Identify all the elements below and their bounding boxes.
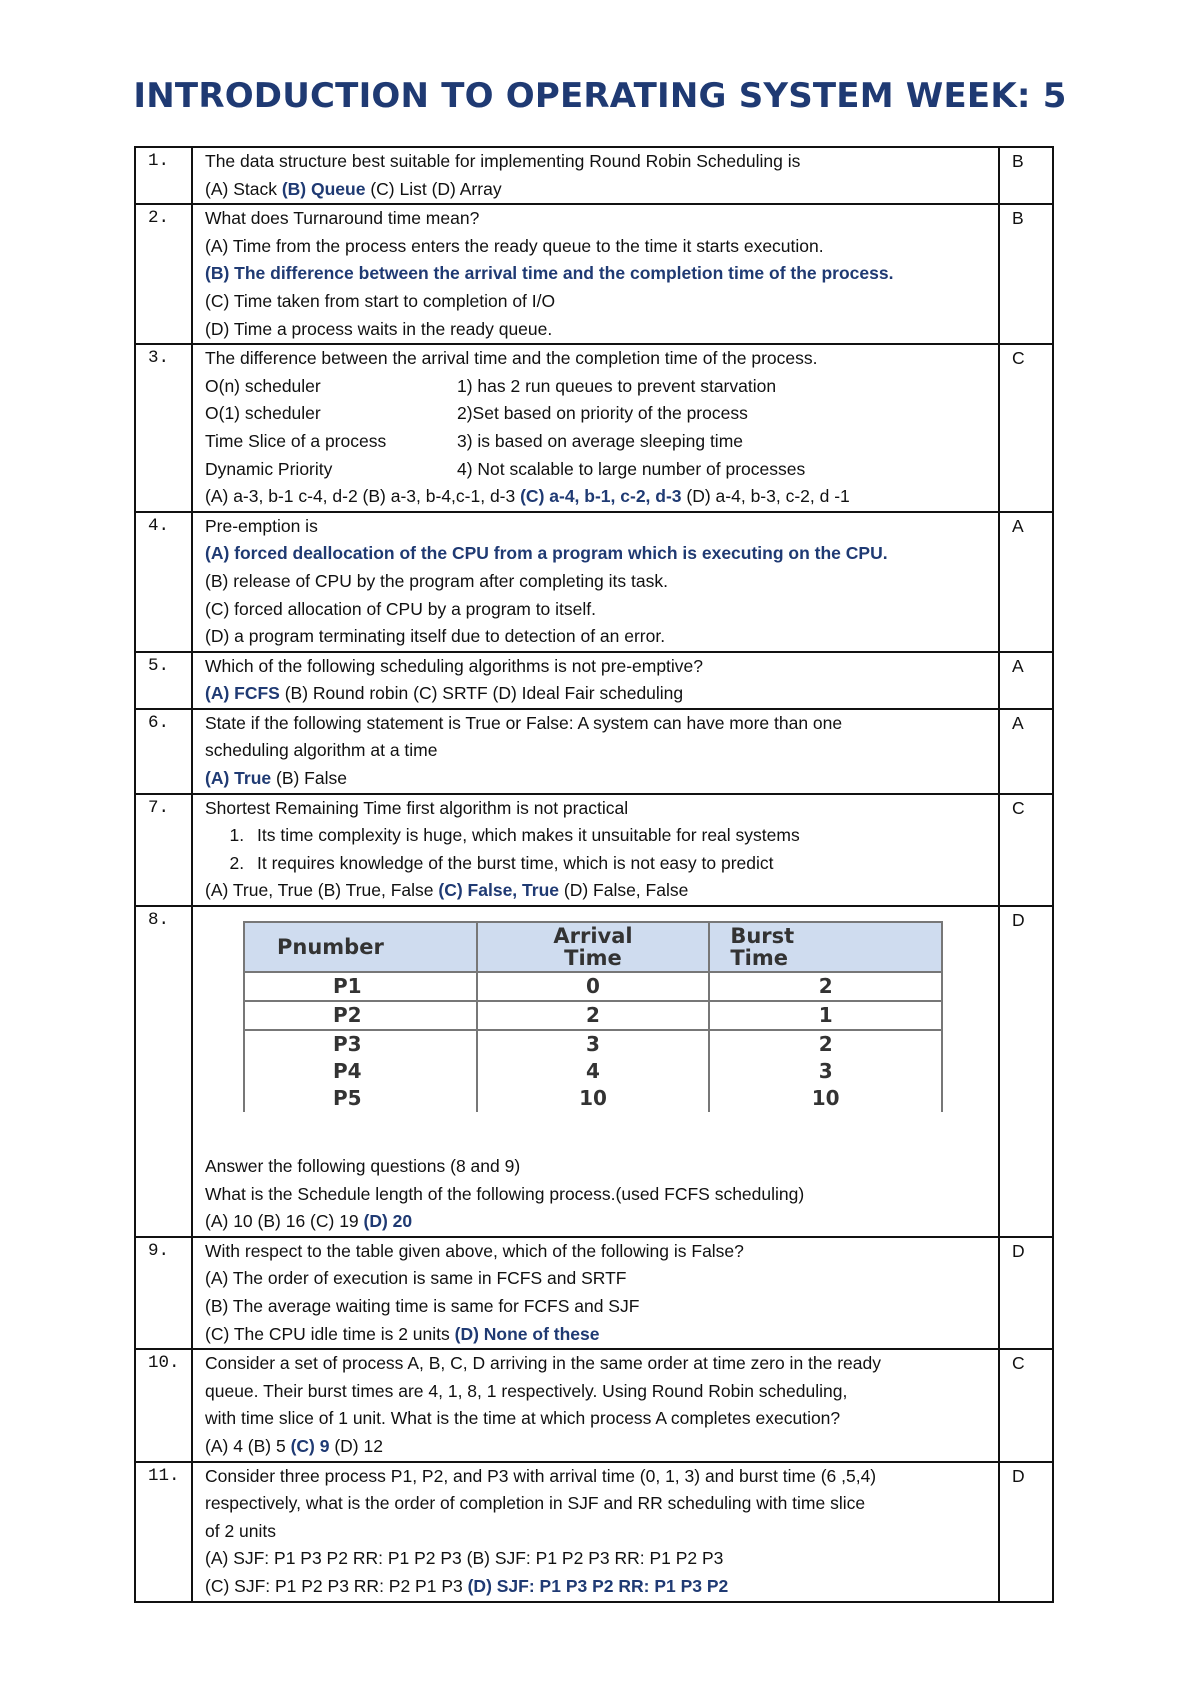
question-number: 4. — [135, 512, 192, 652]
text-segment: (A) Time from the process enters the ready queue to the time it starts execution. — [205, 235, 824, 256]
question-number: 9. — [135, 1237, 192, 1349]
text-segment: of 2 units — [205, 1520, 277, 1541]
match-term: O(n) scheduler — [205, 375, 321, 396]
question-line — [205, 1463, 992, 1491]
question-line — [205, 1405, 992, 1433]
text-segment: (C) Time taken from start to completion of I/O — [205, 290, 556, 311]
question-line — [205, 1490, 992, 1518]
correct-option-text: (C) False, True — [438, 880, 559, 901]
process-table-row — [244, 972, 942, 1001]
process-table-cell: 3 — [477, 1030, 710, 1058]
text-segment: What is the Schedule length of the following process.(used FCFS scheduling) — [205, 1183, 805, 1204]
correct-option-text: (B) Queue — [281, 178, 366, 199]
text-segment: (A) Stack — [205, 178, 282, 199]
text-segment: Answer the following questions (8 and 9) — [205, 1156, 521, 1177]
question-line — [205, 316, 992, 344]
question-line — [205, 1378, 992, 1406]
process-table-cell: 2 — [709, 972, 942, 1001]
options-line — [205, 877, 992, 905]
options-line — [205, 483, 992, 511]
answer-key: D — [999, 906, 1053, 1237]
question-row — [135, 344, 1053, 512]
process-table-row — [244, 1030, 942, 1058]
question-line — [205, 148, 992, 176]
correct-option-text: (A) True — [205, 768, 272, 789]
question-line — [205, 623, 992, 651]
question-row — [135, 204, 1053, 344]
text-segment: (A) 4 (B) 5 — [205, 1435, 291, 1456]
correct-option-text: (B) The difference between the arrival time and the completion time of the process. — [205, 263, 894, 284]
question-line — [205, 1350, 992, 1378]
question-row — [135, 652, 1053, 709]
process-table-cell: 10 — [477, 1085, 710, 1112]
text-segment: (D) a-4, b-3, c-2, d -1 — [681, 486, 850, 507]
question-line — [205, 513, 992, 541]
answer-key: A — [999, 709, 1053, 794]
match-pair — [205, 428, 992, 456]
text-segment: respectively, what is the order of completion in SJF and RR scheduling with time slice — [205, 1493, 866, 1514]
text-segment: (D) 12 — [329, 1435, 383, 1456]
question-line — [205, 1208, 992, 1236]
text-segment: with time slice of 1 unit. What is the time at which process A completes execution? — [205, 1408, 841, 1429]
question-line — [205, 1573, 992, 1601]
match-term: Time Slice of a process — [205, 430, 387, 451]
header-word: Time — [564, 946, 622, 971]
question-line — [205, 1518, 992, 1546]
text-segment: (C) The CPU idle time is 2 units — [205, 1323, 455, 1344]
correct-option-text: (C) a-4, b-1, c-2, d-3 — [520, 486, 682, 507]
correct-option-text: (D) SJF: P1 P3 P2 RR: P1 P3 P2 — [467, 1575, 729, 1596]
question-text: Shortest Remaining Time first algorithm is not practical — [205, 797, 629, 818]
text-segment: With respect to the table given above, which of the following is False? — [205, 1240, 744, 1261]
process-table-cell: 1 — [709, 1001, 942, 1030]
process-table-cell: P1 — [244, 972, 477, 1001]
process-table-cell: P3 — [244, 1030, 477, 1058]
question-number: 11. — [135, 1462, 192, 1602]
questions-table — [134, 146, 1054, 1603]
process-table-cell: 10 — [709, 1085, 942, 1112]
correct-option-text: (D) 20 — [363, 1211, 413, 1232]
question-content — [192, 709, 999, 794]
answer-key: A — [999, 652, 1053, 709]
statement-item: 2. It requires knowledge of the burst time, which is not easy to predict — [249, 850, 992, 878]
match-pair — [205, 400, 992, 428]
question-number: 2. — [135, 204, 192, 344]
question-line — [205, 680, 992, 708]
text-segment: (D) Time a process waits in the ready queue. — [205, 318, 553, 339]
statement-item: 1. Its time complexity is huge, which makes it unsuitable for real systems — [249, 822, 992, 850]
text-segment: (A) The order of execution is same in FCFS and SRTF — [205, 1268, 627, 1289]
question-line — [205, 540, 992, 568]
question-row — [135, 1237, 1053, 1349]
answer-key: C — [999, 1349, 1053, 1461]
question-row — [135, 794, 1053, 906]
process-table-cell: P4 — [244, 1058, 477, 1085]
question-content — [192, 652, 999, 709]
question-row — [135, 512, 1053, 652]
question-line — [205, 1181, 992, 1209]
text-segment: The data structure best suitable for implementing Round Robin Scheduling is — [205, 151, 801, 171]
text-segment: What does Turnaround time mean? — [205, 208, 480, 229]
question-line — [205, 260, 992, 288]
text-segment: (C) List (D) Array — [365, 178, 502, 199]
question-row — [135, 906, 1053, 1237]
process-table-row — [244, 1085, 942, 1112]
question-number: 10. — [135, 1349, 192, 1461]
question-row — [135, 1462, 1053, 1602]
process-table-cell: P2 — [244, 1001, 477, 1030]
answer-key: C — [999, 794, 1053, 906]
question-content — [192, 1462, 999, 1602]
question-content — [192, 344, 999, 512]
question-line — [205, 765, 992, 793]
text-segment: queue. Their burst times are 4, 1, 8, 1 respectively. Using Round Robin scheduling, — [205, 1380, 848, 1401]
text-segment: (C) forced allocation of CPU by a program to itself. — [205, 598, 596, 619]
question-line — [205, 205, 992, 233]
process-table-cell: P5 — [244, 1085, 477, 1112]
answer-key: D — [999, 1462, 1053, 1602]
question-content — [192, 512, 999, 652]
question-content — [192, 1237, 999, 1349]
question-row — [135, 709, 1053, 794]
question-line — [205, 288, 992, 316]
text-segment: (B) False — [271, 768, 347, 789]
process-table-header-cell: Pnumber — [244, 922, 477, 972]
text-segment: (A) SJF: P1 P3 P2 RR: P1 P2 P3 (B) SJF: P1 P2 P3 RR: P1 P2 P3 — [205, 1548, 724, 1569]
process-table-cell: 2 — [709, 1030, 942, 1058]
text-segment: (A) a-3, b-1 c-4, d-2 (B) a-3, b-4,c-1, d-3 — [205, 486, 521, 507]
answer-key: B — [999, 147, 1053, 204]
text-segment: scheduling algorithm at a time — [205, 740, 438, 761]
question-row — [135, 147, 1053, 204]
answer-key: B — [999, 204, 1053, 344]
question-text: The difference between the arrival time and the completion time of the process. — [205, 348, 818, 369]
match-pair — [205, 456, 992, 484]
text-segment: (B) The average waiting time is same for FCFS and SJF — [205, 1296, 640, 1316]
match-description: 1) has 2 run queues to prevent starvation — [457, 375, 777, 396]
process-table-cell: 4 — [477, 1058, 710, 1085]
question-line — [205, 1265, 992, 1293]
match-description: 4) Not scalable to large number of processes — [457, 458, 806, 479]
question-content — [192, 1349, 999, 1461]
text-segment: (B) Round robin (C) SRTF (D) Ideal Fair scheduling — [279, 683, 684, 704]
match-description: 3) is based on average sleeping time — [457, 430, 744, 451]
header-word: Burst — [730, 924, 795, 949]
text-segment: Consider a set of process A, B, C, D arriving in the same order at time zero in the ready — [205, 1353, 881, 1374]
text-segment: (B) release of CPU by the program after completing its task. — [205, 570, 668, 591]
question-line — [205, 1293, 992, 1321]
text-segment: Consider three process P1, P2, and P3 with arrival time (0, 1, 3) and burst time (6 ,5,4) — [205, 1465, 877, 1486]
question-number: 3. — [135, 344, 192, 512]
match-pair — [205, 373, 992, 401]
process-table — [243, 921, 943, 1112]
correct-option-text: (D) None of these — [454, 1323, 600, 1344]
question-line — [205, 596, 992, 624]
question-number: 6. — [135, 709, 192, 794]
process-table-header-cell — [477, 922, 710, 972]
question-number: 5. — [135, 652, 192, 709]
text-segment: (D) a program terminating itself due to detection of an error. — [205, 626, 666, 647]
header-word: Arrival — [553, 924, 633, 949]
correct-option-text: (A) forced deallocation of the CPU from a program which is executing on the CPU. — [205, 543, 888, 564]
question-content — [192, 906, 999, 1237]
answer-key: A — [999, 512, 1053, 652]
question-line — [205, 653, 992, 681]
question-content — [192, 147, 999, 204]
match-description: 2)Set based on priority of the process — [457, 403, 748, 424]
answer-key: C — [999, 344, 1053, 512]
question-line — [205, 568, 992, 596]
match-term: Dynamic Priority — [205, 458, 333, 479]
header-word: Time — [730, 946, 788, 971]
answer-key: D — [999, 1237, 1053, 1349]
text-segment: (A) 10 (B) 16 (C) 19 — [205, 1211, 364, 1232]
text-segment: (A) True, True (B) True, False — [205, 880, 439, 901]
question-row — [135, 1349, 1053, 1461]
question-line — [205, 1433, 992, 1461]
match-term: O(1) scheduler — [205, 403, 321, 424]
questions-body — [135, 147, 1053, 1602]
text-segment: State if the following statement is True or False: A system can have more than one — [205, 712, 843, 733]
question-line — [205, 737, 992, 765]
text-segment: Pre-emption is — [205, 515, 318, 536]
question-line — [205, 710, 992, 738]
question-number: 8. — [135, 906, 192, 1237]
process-table-figure — [205, 907, 992, 1153]
question-line — [205, 1545, 992, 1573]
process-table-row — [244, 1058, 942, 1085]
question-line — [205, 1153, 992, 1181]
text-segment: (D) False, False — [559, 880, 689, 901]
question-content — [192, 794, 999, 906]
question-line — [205, 1238, 992, 1266]
question-line — [205, 1321, 992, 1349]
page-title: INTRODUCTION TO OPERATING SYSTEM WEEK: 5 — [133, 76, 1067, 116]
text-segment: (C) SJF: P1 P2 P3 RR: P2 P1 P3 — [205, 1575, 468, 1596]
statement-list — [205, 822, 992, 877]
process-table-header-cell — [709, 922, 942, 972]
correct-option-text: (C) 9 — [290, 1435, 330, 1456]
process-table-cell: 2 — [477, 1001, 710, 1030]
process-table-row — [244, 1001, 942, 1030]
question-number: 7. — [135, 794, 192, 906]
question-number: 1. — [135, 147, 192, 204]
process-table-header — [244, 922, 942, 972]
process-table-cell: 0 — [477, 972, 710, 1001]
correct-option-text: (A) FCFS — [205, 683, 280, 704]
text-segment: Which of the following scheduling algorithms is not pre-emptive? — [205, 655, 704, 676]
question-content — [192, 204, 999, 344]
question-line — [205, 233, 992, 261]
question-line — [205, 176, 992, 204]
process-table-cell: 3 — [709, 1058, 942, 1085]
